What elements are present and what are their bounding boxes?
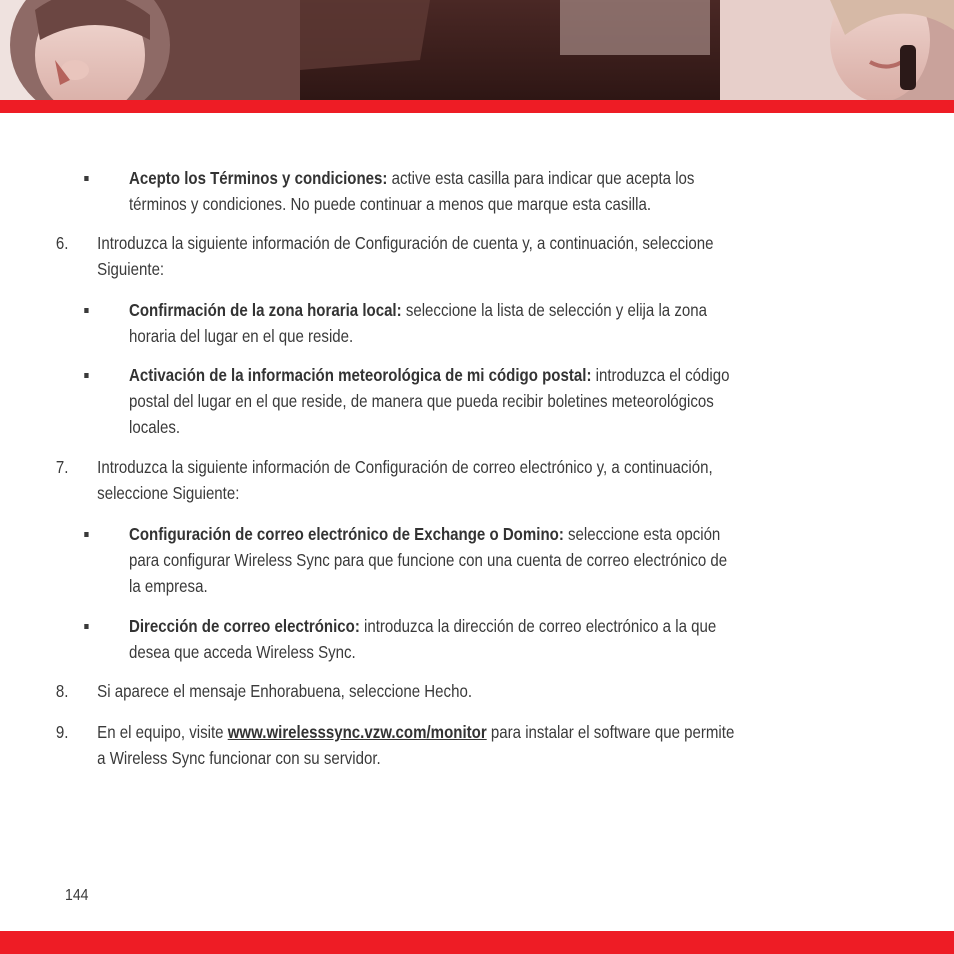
item-text: active esta casilla para indicar que acepta los [387,168,695,188]
item-text-continued: la empresa. [129,576,208,596]
item-text: introduzca la dirección de correo electrónico a la que [359,616,717,636]
list-item [129,521,727,599]
item-label: Acepto los Términos y condiciones: [129,168,388,188]
header-red-bar [0,100,954,113]
item-label: Activación de la información meteorológica de mi código postal: [129,365,592,385]
header-photo-illustration [0,0,954,100]
step-text [97,678,472,704]
item-text: introduzca el código [591,365,730,385]
item-text-continued: para configurar Wireless Sync para que funcione con una cuenta de correo electrónico de [129,550,728,570]
item-text: seleccione la lista de selección y elija la zona [401,300,707,320]
step-text-post: para instalar el software que permite [486,722,735,742]
bullet-marker [84,176,88,181]
step-line: Introduzca la siguiente información de Configuración de correo electrónico y, a continuación, [97,457,713,477]
list-item [129,165,694,217]
item-text-continued: postal del lugar en el que reside, de manera que pueda recibir boletines meteorológicos [129,391,714,411]
bullet-marker [84,308,88,313]
step-text [97,230,713,282]
step-number: 8. [55,681,69,701]
bullet-marker [84,532,88,537]
step-line: seleccione Siguiente: [97,483,240,503]
step-text [97,719,734,771]
step-line: Introduzca la siguiente información de Configuración de cuenta y, a continuación, seleccione [97,233,714,253]
bullet-marker [84,373,88,378]
list-item [129,297,707,349]
step-text [97,454,712,506]
footer-red-bar [0,931,954,954]
item-text-continued: desea que acceda Wireless Sync. [129,642,356,662]
item-text-continued: términos y condiciones. No puede continuar a menos que marque esta casilla. [129,194,652,214]
item-text: seleccione esta opción [563,524,721,544]
step-line: Si aparece el mensaje Enhorabuena, seleccione Hecho. [97,681,473,701]
bullet-marker [84,624,88,629]
item-text-continued: locales. [129,417,181,437]
page-number: 144 [65,887,89,904]
list-item [129,362,730,440]
item-label: Configuración de correo electrónico de Exchange o Domino: [129,524,564,544]
item-text-continued: horaria del lugar en el que reside. [129,326,354,346]
step-number: 9. [55,722,69,742]
step-line: a Wireless Sync funcionar con su servidor. [97,748,381,768]
step-number: 7. [55,457,69,477]
item-label: Dirección de correo electrónico: [129,616,360,636]
item-label: Confirmación de la zona horaria local: [129,300,402,320]
step-line: Siguiente: [97,259,165,279]
header-photo-banner [0,0,954,100]
list-item [129,613,716,665]
step-text-pre: En el equipo, visite [97,722,228,742]
step-number: 6. [55,233,69,253]
wirelesssync-monitor-link[interactable]: www.wirelesssync.vzw.com/monitor [227,722,487,742]
